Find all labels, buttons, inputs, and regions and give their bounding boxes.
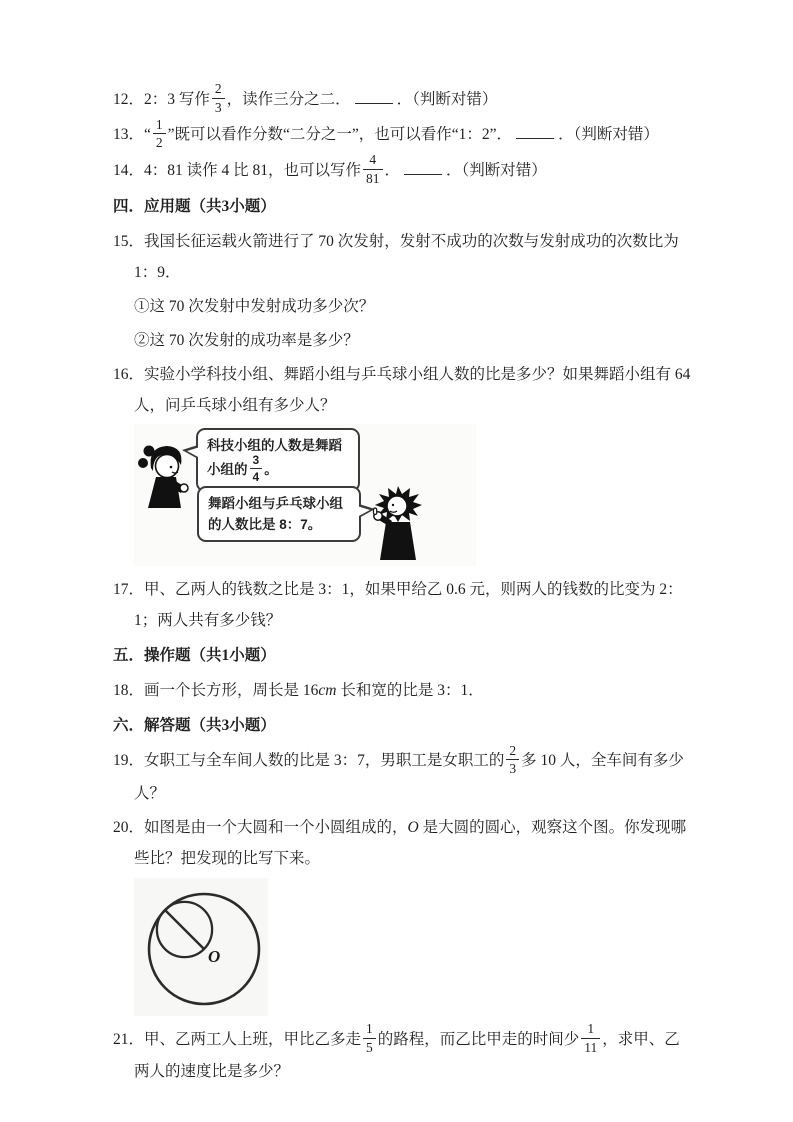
question-14-number: 14． bbox=[113, 161, 145, 179]
question-12 bbox=[113, 81, 693, 116]
section-heading-answers: 六．解答题（共3小题） bbox=[113, 717, 276, 735]
question-17-text: 甲、乙两人的钱数之比是 3：1，如果甲给乙 0.6 元，则两人的钱数的比变为 2：1；两人共有多少钱？ bbox=[134, 581, 683, 630]
question-16 bbox=[113, 359, 693, 421]
speech-bubble-dance-group-text: 舞蹈小组与乒乓球小组的人数比是 8：7。 bbox=[208, 496, 343, 533]
fraction: $\frac{2}{3}$ bbox=[212, 82, 225, 114]
question-14 bbox=[113, 152, 693, 187]
question-12-number: 12． bbox=[113, 91, 145, 108]
section-heading-operations: 五．操作题（共1小题） bbox=[113, 647, 276, 665]
answer-blank bbox=[404, 159, 442, 175]
question-15-part-2: ②这 70 次发射的成功率是多少？ bbox=[134, 332, 359, 350]
question-17 bbox=[113, 574, 693, 636]
question-14-text: 4：81 读作 4 比 81，也可以写作 $\frac{4}{81}$ ． ．（判断对错） bbox=[144, 152, 547, 186]
boy-illustration bbox=[372, 484, 424, 564]
small-circle-diameter-line bbox=[165, 910, 204, 949]
question-21 bbox=[113, 1021, 693, 1087]
question-18 bbox=[113, 675, 693, 706]
q16-cartoon-illustration bbox=[134, 424, 476, 566]
question-20-number: 20． bbox=[113, 818, 145, 836]
bubble-tail bbox=[187, 447, 200, 458]
question-12-text: 2：3 写作 $\frac{2}{3}$ ，读作三分之二． ．（判断对错） bbox=[144, 81, 498, 115]
question-17-number: 17． bbox=[113, 581, 145, 599]
answer-blank bbox=[516, 123, 554, 139]
question-18-number: 18． bbox=[113, 682, 145, 700]
italic-term: O bbox=[407, 818, 419, 836]
speech-bubble-tech-group-text: 科技小组的人数是舞蹈小组的 $\frac{3}{4}$ 。 bbox=[207, 438, 342, 485]
question-15-number: 15． bbox=[113, 233, 145, 251]
question-15 bbox=[113, 226, 693, 288]
question-20 bbox=[113, 812, 693, 874]
question-13 bbox=[113, 116, 693, 151]
center-label: O bbox=[208, 946, 221, 966]
bubble-tail bbox=[357, 506, 370, 517]
question-21-text: 甲、乙两工人上班，甲比乙多走 $\frac{1}{5}$ 的路程，而乙比甲走的时间少 $\frac{1}{11}$ ，求甲、乙两人的速度比是多少？ bbox=[134, 1021, 680, 1081]
fraction: $\frac{3}{4}$ bbox=[250, 454, 263, 483]
question-15-text: 我国长征运载火箭进行了 70 次发射，发射不成功的次数与发射成功的次数比为 1：9． bbox=[134, 233, 679, 282]
question-16-text: 实验小学科技小组、舞蹈小组与乒乓球小组人数的比是多少？如果舞蹈小组有 64 人，问乒乓球小组有多少人？ bbox=[134, 366, 691, 415]
section-heading-applications: 四．应用题（共3小题） bbox=[113, 198, 276, 216]
speech-bubble-dance-group bbox=[197, 486, 361, 542]
question-20-text: 如图是由一个大圆和一个小圆组成的，O 是大圆的圆心，观察这个图。你发现哪些比？把发现的比写下来。 bbox=[134, 818, 687, 867]
fraction: $\frac{4}{81}$ bbox=[363, 153, 383, 185]
answer-blank bbox=[355, 88, 393, 104]
question-21-number: 21． bbox=[113, 1030, 145, 1048]
question-19-text: 女职工与全车间人数的比是 3：7，男职工是女职工的 $\frac{2}{3}$ 多 10 人，全车间有多少人？ bbox=[134, 742, 684, 802]
question-19 bbox=[113, 742, 693, 808]
question-15-part-1: ①这 70 次发射中发射成功多少次？ bbox=[134, 298, 375, 316]
circle-diagram-svg bbox=[134, 878, 268, 1016]
fraction: $\frac{2}{3}$ bbox=[506, 744, 519, 776]
question-19-number: 19． bbox=[113, 752, 145, 770]
q20-circle-diagram bbox=[134, 878, 268, 1016]
fraction: $\frac{1}{2}$ bbox=[153, 118, 166, 150]
speech-bubble-tech-group bbox=[196, 428, 360, 492]
question-13-text: “ $\frac{1}{2}$ ”既可以看作分数“二分之一”，也可以看作“1：2”． ．（判断对错） bbox=[144, 116, 659, 151]
question-16-number: 16． bbox=[113, 366, 145, 384]
question-13-number: 13． bbox=[113, 126, 145, 144]
fraction: $\frac{1}{11}$ bbox=[581, 1022, 600, 1054]
italic-term: cm bbox=[318, 682, 337, 700]
question-18-text: 画一个长方形，周长是 16cm 长和宽的比是 3：1． bbox=[144, 682, 484, 700]
fraction: $\frac{1}{5}$ bbox=[363, 1022, 376, 1054]
